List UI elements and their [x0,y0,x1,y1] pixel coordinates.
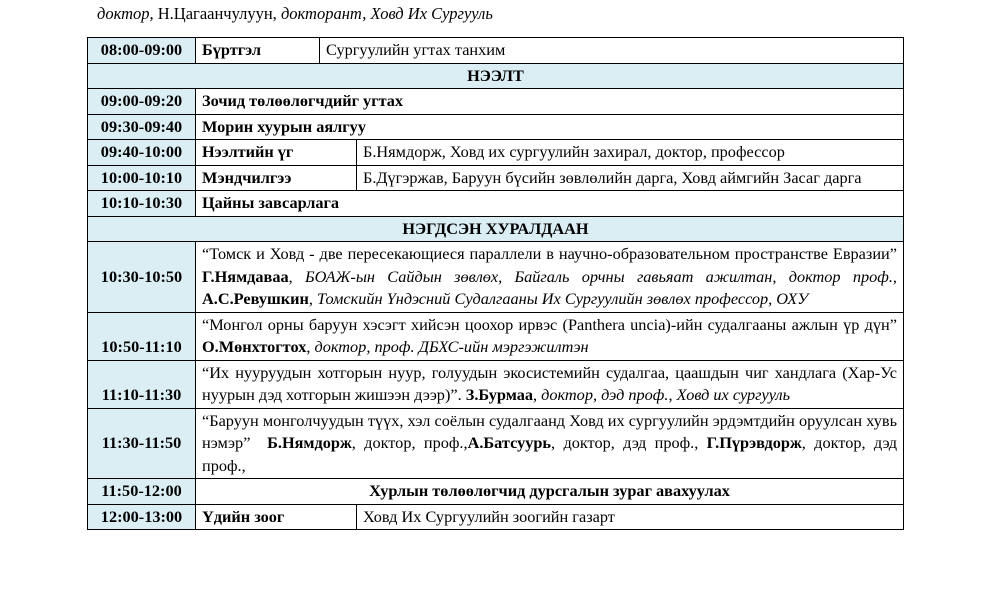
section-header-plenary [88,216,904,242]
row-time: 10:10-10:30 [88,191,196,217]
row-title: Нээлтийн үг [196,140,357,166]
talk-detail [196,242,904,313]
speaker-name: А.Батсуурь [467,433,552,452]
row-time: 08:00-09:00 [88,38,196,64]
row-title: Үдийн зоог [196,504,357,530]
row-title: Мэндчилгээ [196,165,357,191]
talk-title: “Томск и Ховд - две пересекающиеся параллели в научно-образовательном пространстве Евразии” [202,244,897,263]
schedule-row-tea-break [88,191,904,217]
header-name: Н.Цагаанчулуун, [157,4,277,23]
speaker-name: Б.Нямдорж [267,433,352,452]
speaker-name: О.Мөнхтогтох [202,337,307,356]
speaker-affiliation: , доктор, проф., [351,433,468,452]
row-time: 11:50-12:00 [88,479,196,505]
row-title: Бүртгэл [196,38,320,64]
talk-row [88,408,904,479]
schedule-row-registration [88,38,904,64]
schedule-row-opening-speech [88,140,904,166]
speaker-affiliation: доктор, дэд проф., Ховд их сургууль [541,385,790,404]
schedule-table [87,37,904,530]
schedule-row-morin-khuur [88,114,904,140]
talk-detail [196,408,904,479]
row-time: 11:10-11:30 [88,360,196,408]
section-title: НЭЭЛТ [88,63,904,89]
talk-detail [196,312,904,360]
row-time: 09:00-09:20 [88,89,196,115]
talk-detail [196,360,904,408]
speaker-affiliation: БОАЖ-ын Сайдын зөвлөх, Байгаль орчны гавьяат ажилтан, доктор проф. [304,266,893,286]
row-title: Морин хуурын аялгуу [196,114,904,140]
talk-title: “Монгол орны баруун хэсэгт хийсэн цоохор ирвэс (Panthera uncia)-ийн судалгааны ажлын үр дүн” [202,314,897,334]
row-detail: Б.Нямдорж, Ховд их сургуулийн захирал, доктор, профессор [357,140,904,166]
separator: , [306,337,311,356]
separator: , [288,266,293,286]
speaker-affiliation: доктор, проф. ДБХС-ийн мэргэжилтэн [314,337,589,356]
schedule-row-greeting [88,165,904,191]
row-time: 11:30-11:50 [88,408,196,479]
section-header-opening [88,63,904,89]
talk-title: “Баруун монголчуудын түүх, хэл соёлын судалгаанд Ховд их сургуулийн эрдэмтдийн оруулсан хувь нэмэр” [202,410,897,452]
row-time: 10:00-10:10 [88,165,196,191]
speaker-name: А.С.Ревушкин [202,289,309,308]
header-participant-line [97,3,493,25]
speaker-name: Г.Пүрэвдорж [706,433,802,452]
row-time: 10:30-10:50 [88,242,196,313]
speaker-name: Г.Нямдаваа [202,266,289,286]
header-affiliation: докторант, Ховд Их Сургууль [280,4,493,23]
row-detail: Сургуулийн угтах танхим [320,38,904,64]
row-time: 12:00-13:00 [88,504,196,530]
speaker-name: З.Бурмаа [465,385,533,404]
schedule-row-group-photo [88,479,904,505]
row-detail: Ховд Их Сургуулийн зоогийн газарт [357,504,904,530]
separator: , [532,385,538,404]
talk-row [88,242,904,313]
speaker-affiliation: , доктор, дэд проф., [551,433,699,452]
separator: , [308,289,313,308]
schedule-row-lunch [88,504,904,530]
header-role: доктор, [97,4,154,23]
separator: , [892,266,897,286]
talk-row [88,360,904,408]
row-time: 09:40-10:00 [88,140,196,166]
row-title: Зочид төлөөлөгчдийг угтах [196,89,904,115]
row-detail: Б.Дүгэржав, Баруун бүсийн зөвлөлийн дарга, Ховд аймгийн Засаг дарга [357,165,904,191]
row-time: 09:30-09:40 [88,114,196,140]
talk-row [88,312,904,360]
row-title: Цайны завсарлага [196,191,904,217]
speaker-affiliation: Томскийн Үндэсний Судалгааны Их Сургуулийн зөвлөх профессор, ОХУ [317,289,809,308]
schedule-row-welcome [88,89,904,115]
row-title: Хурлын төлөөлөгчид дурсгалын зураг авахуулах [196,479,904,505]
section-title: НЭГДСЭН ХУРАЛДААН [88,216,904,242]
speaker-affiliation: , доктор, дэд проф., [202,433,898,475]
row-time: 10:50-11:10 [88,312,196,360]
talk-title: “Их нууруудын хотгорын нуур, голуудын экосистемийн судалгаа, цаашдын чиг хандлага (Хар-Ус нуурын дэд хотгорын жишээн дээр)”. [202,362,897,404]
